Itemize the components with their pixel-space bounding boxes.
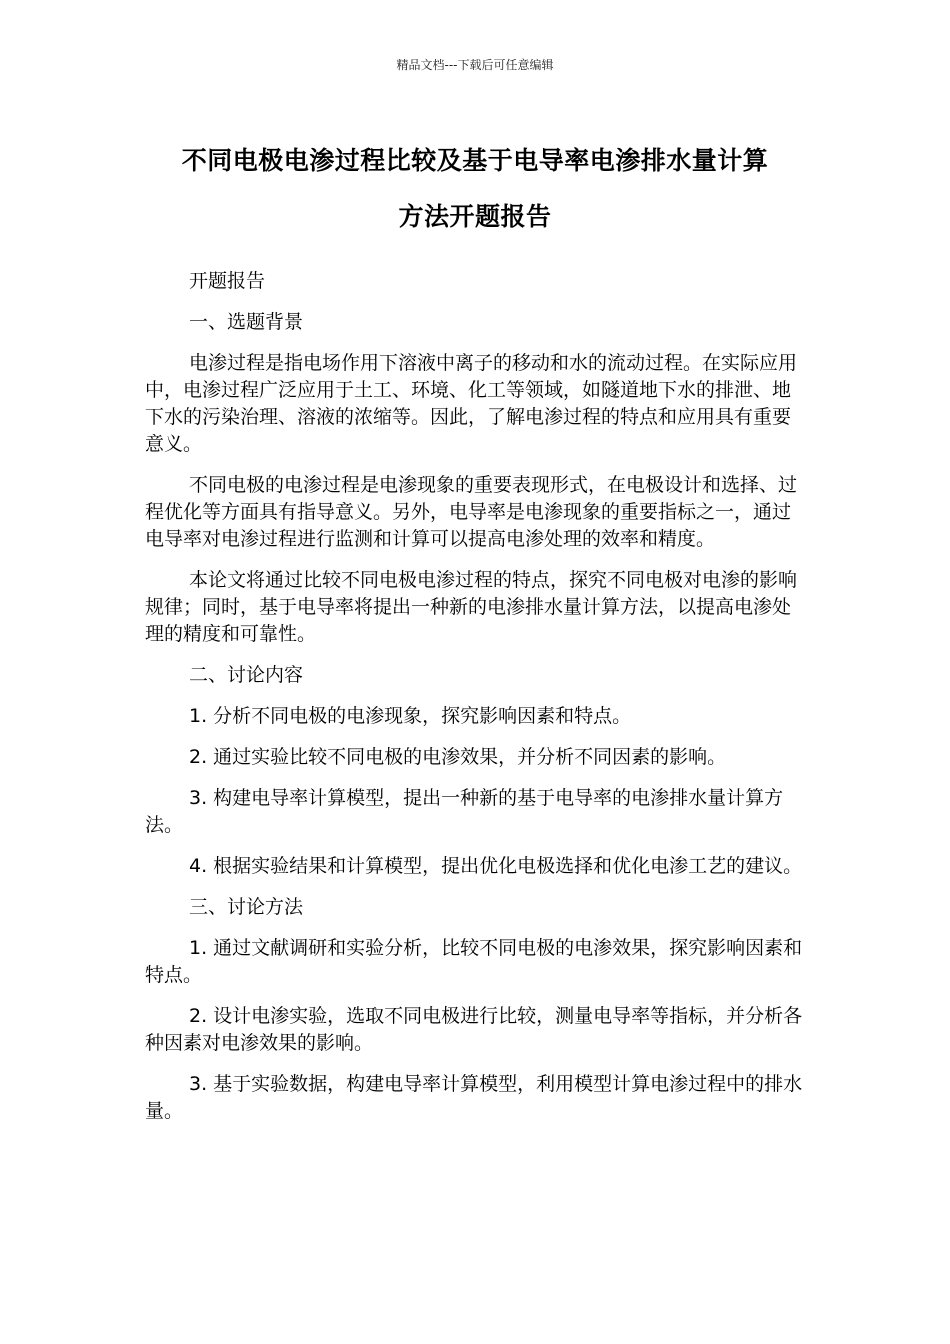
list-item: 2. 通过实验比较不同电极的电渗效果，并分析不同因素的影响。 bbox=[189, 746, 727, 768]
list-item: 3. 构建电导率计算模型，提出一种新的基于电导率的电渗排水量计算方法。 bbox=[145, 787, 784, 836]
list-item: 1. 通过文献调研和实验分析，比较不同电极的电渗效果，探究影响因素和特点。 bbox=[145, 937, 803, 986]
list-item: 1. 分析不同电极的电渗现象，探究影响因素和特点。 bbox=[189, 705, 632, 727]
paragraph: 本论文将通过比较不同电极电渗过程的特点，探究不同电极对电渗的影响规律；同时，基于电导率将提出一种新的电渗排水量计算方法，以提高电渗处理的精度和可靠性。 bbox=[145, 569, 798, 645]
document-title bbox=[140, 133, 810, 245]
title-line-1: 不同电极电渗过程比较及基于电导率电渗排水量计算 bbox=[181, 146, 769, 175]
list-item: 3. 基于实验数据，构建电导率计算模型，利用模型计算电渗过程中的排水量。 bbox=[145, 1073, 803, 1122]
paragraph-report-label: 开题报告 bbox=[189, 270, 266, 292]
title-line-2: 方法开题报告 bbox=[398, 202, 552, 231]
section-heading-background: 一、选题背景 bbox=[189, 311, 304, 333]
paragraph: 不同电极的电渗过程是电渗现象的重要表现形式，在电极设计和选择、过程优化等方面具有指导意义。另外，电导率是电渗现象的重要指标之一，通过电导率对电渗过程进行监测和计算可以提高电渗处理的效率和精度。 bbox=[145, 474, 798, 550]
paragraph: 电渗过程是指电场作用下溶液中离子的移动和水的流动过程。在实际应用中，电渗过程广泛应用于土工、环境、化工等领域，如隧道地下水的排泄、地下水的污染治理、溶液的浓缩等。因此，了解电渗过程的特点和应用具有重要意义。 bbox=[145, 352, 798, 455]
document-body bbox=[145, 268, 805, 1139]
list-item: 4. 根据实验结果和计算模型，提出优化电极选择和优化电渗工艺的建议。 bbox=[189, 855, 803, 877]
list-item: 2. 设计电渗实验，选取不同电极进行比较，测量电导率等指标，并分析各种因素对电渗效果的影响。 bbox=[145, 1005, 803, 1054]
section-heading-method: 三、讨论方法 bbox=[189, 896, 304, 918]
section-heading-content: 二、讨论内容 bbox=[189, 664, 304, 686]
header-note: 精品文档---下载后可任意编辑 bbox=[396, 58, 554, 72]
